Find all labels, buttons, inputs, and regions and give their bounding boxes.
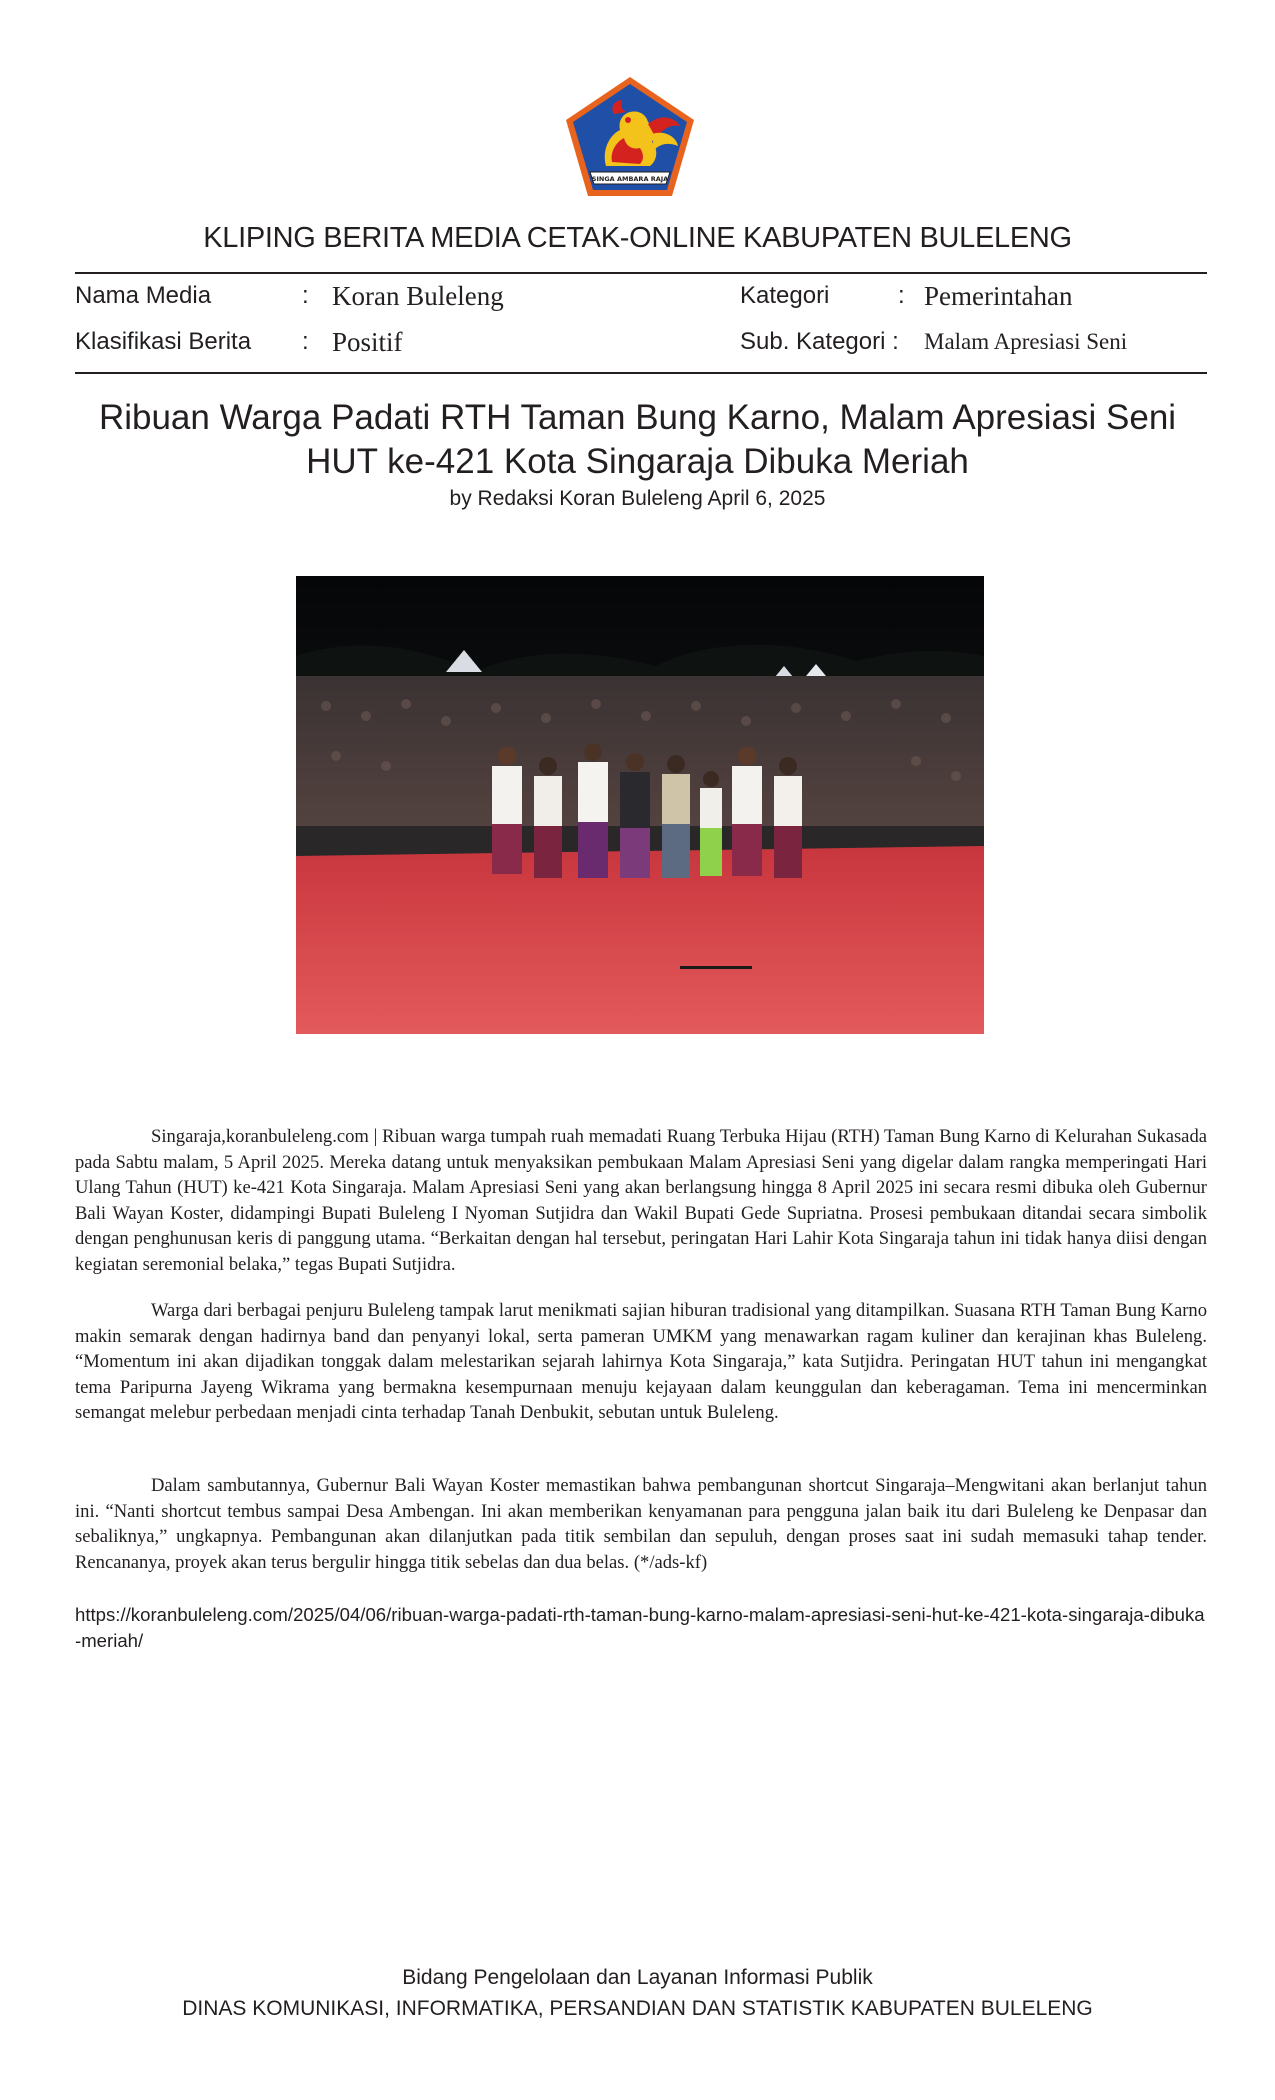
article-paragraph-1: Singaraja,koranbuleleng.com | Ribuan warga tumpah ruah memadati Ruang Terbuka Hijau (RTH) Taman Bung Karno di Kelurahan Sukasada pada Sabtu malam, 5 April 2025. Mereka datang untuk menyaksikan pembukaan Malam Apresiasi Seni yang digelar dalam rangka memperingati Hari Ulang Tahun (HUT) ke-421 Kota Singaraja. Malam Apresiasi Seni yang akan berlangsung hingga 8 April 2025 ini secara resmi dibuka oleh Gubernur Bali Wayan Koster, didampingi Bupati Buleleng I Nyoman Sutjidra dan Wakil Bupati Gede Supriatna. Prosesi pembukaan ditandai secara simbolik dengan penghunusan keris di panggung utama. “Berkaitan dengan hal tersebut, peringatan Hari Lahir Kota Singaraja tahun ini tidak hanya diisi dengan kegiatan seremonial belaka,” tegas Bupati Sutjidra. xyxy=(75,1126,1207,1275)
logo-motto: SINGA AMBARA RAJA xyxy=(591,175,669,183)
headline-line-2: HUT ke-421 Kota Singaraja Dibuka Meriah xyxy=(306,442,969,481)
article-headline xyxy=(80,396,1195,484)
article-photo xyxy=(296,576,984,1034)
clipping-title: KLIPING BERITA MEDIA CETAK-ONLINE KABUPATEN BULELENG xyxy=(203,222,1072,254)
category-label: Kategori xyxy=(740,282,830,309)
category-colon: : xyxy=(898,282,905,309)
article-paragraph-3: Dalam sambutannya, Gubernur Bali Wayan Koster memastikan bahwa pembangunan shortcut Singaraja–Mengwitani akan berlanjut tahun ini. “Nanti shortcut tembus sampai Desa Ambengan. Ini akan memberikan kenyamanan para pengguna jalan baik itu dari Buleleng ke Denpasar dan sebaliknya,” ungkapnya. Pembangunan akan dilanjutkan pada titik sembilan dan sepuluh, dengan proses saat ini sudah memasuki tahap tender. Rencananya, proyek akan terus bergulir hingga titik sebelas dan dua belas. (*/ads-kf) xyxy=(75,1475,1207,1573)
news-classification-value: Positif xyxy=(332,327,403,357)
footer-division: Bidang Pengelolaan dan Layanan Informasi Publik xyxy=(402,1966,873,1989)
news-classification-label: Klasifikasi Berita xyxy=(75,328,252,355)
footer-agency: DINAS KOMUNIKASI, INFORMATIKA, PERSANDIAN DAN STATISTIK KABUPATEN BULELENG xyxy=(182,1997,1093,2020)
article-paragraph-2: Warga dari berbagai penjuru Buleleng tampak larut menikmati sajian hiburan tradisional yang ditampilkan. Suasana RTH Taman Bung Karno makin semarak dengan hadirnya band dan penyanyi lokal, serta pameran UMKM yang menawarkan ragam kuliner dan kerajinan khas Buleleng. “Momentum ini akan dijadikan tonggak dalam melestarikan sejarah lahirnya Kota Singaraja,” kata Sutjidra. Peringatan HUT tahun ini mengangkat tema Paripurna Jayeng Wikrama yang bermakna kesempurnaan menuju kejayaan dalam keunggulan dan keberagaman. Tema ini mencerminkan semangat melebur perbedaan menjadi cinta terhadap Tanah Denbukit, sebutan untuk Buleleng. xyxy=(75,1300,1207,1423)
sub-category-value: Malam Apresiasi Seni xyxy=(924,329,1128,354)
media-name-label: Nama Media xyxy=(75,282,212,309)
media-name-value: Koran Buleleng xyxy=(332,281,504,311)
header-top-rule xyxy=(75,272,1207,274)
header-bottom-rule xyxy=(75,372,1207,374)
sub-category-label: Sub. Kategori : xyxy=(740,328,899,355)
media-name-colon: : xyxy=(302,282,309,309)
article-source-link[interactable]: https://koranbuleleng.com/2025/04/06/ribuan-warga-padati-rth-taman-bung-karno-malam-apresiasi-seni-hut-ke-421-kota-singaraja-dibuka-meriah/ xyxy=(75,1604,1205,1651)
category-value: Pemerintahan xyxy=(924,281,1073,311)
article-byline: by Redaksi Koran Buleleng April 6, 2025 xyxy=(449,487,826,510)
buleleng-regency-logo xyxy=(562,74,698,200)
news-classification-colon: : xyxy=(302,328,309,355)
headline-line-1: Ribuan Warga Padati RTH Taman Bung Karno, Malam Apresiasi Seni xyxy=(98,398,1177,437)
